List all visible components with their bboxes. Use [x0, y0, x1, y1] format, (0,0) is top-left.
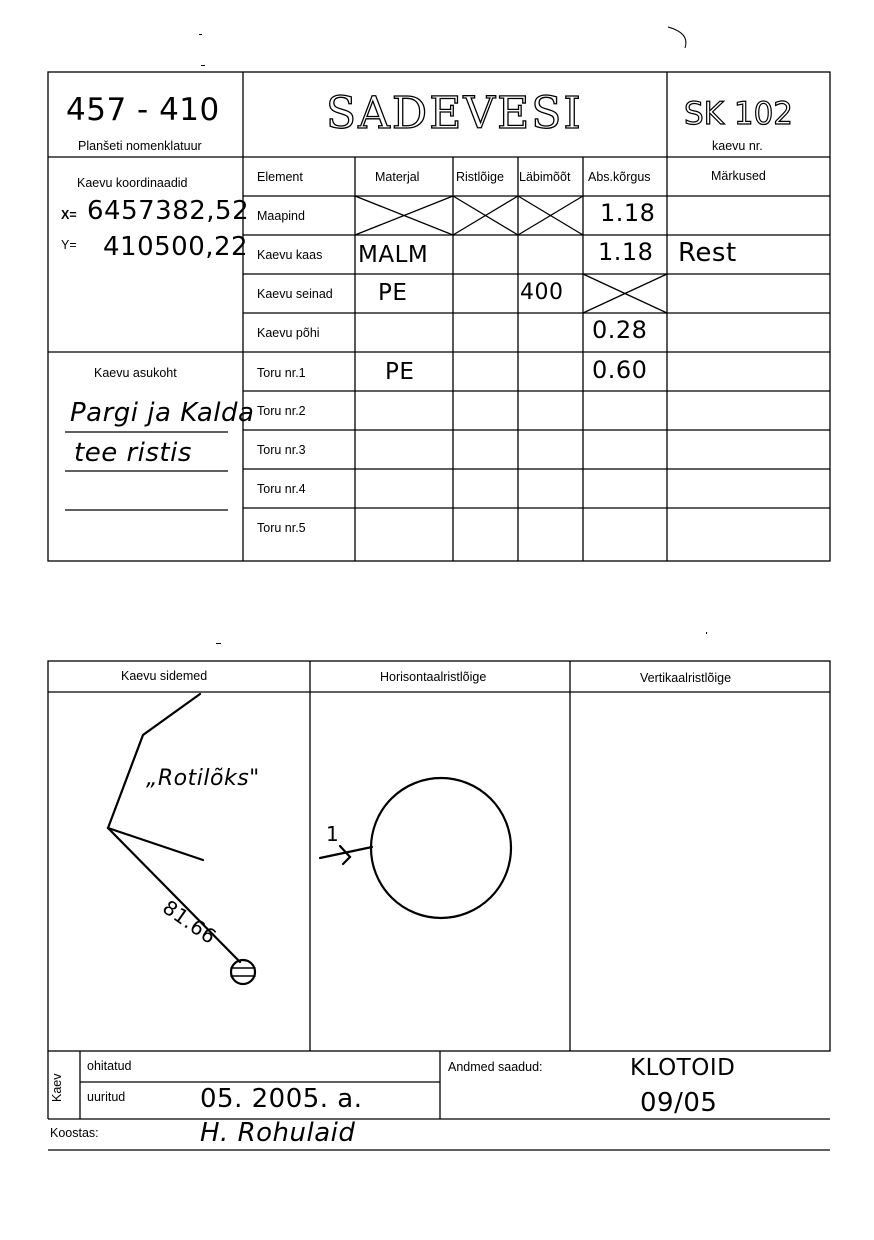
connections-sketch — [108, 694, 255, 984]
location-line-1: Pargi ja Kalda — [70, 398, 255, 428]
row-element: Kaevu seinad — [257, 287, 333, 301]
cell-diameter: 400 — [520, 280, 564, 305]
vertical-section-heading: Vertikaalristlõige — [640, 671, 732, 685]
data-received-date: 09/05 — [640, 1088, 718, 1118]
location-heading: Kaevu asukoht — [94, 366, 177, 380]
cell-notes: Rest — [678, 238, 737, 268]
row-element: Kaevu põhi — [257, 326, 320, 340]
sheet-nomenclature-value: 457 - 410 — [66, 92, 220, 128]
row-element: Kaevu kaas — [257, 248, 323, 262]
connections-distance: 81.66 — [158, 895, 221, 949]
examined-value: 05. 2005. a. — [200, 1084, 363, 1114]
compiled-by-label: Koostas: — [50, 1126, 99, 1140]
col-header-cross-section: Ristlõige — [456, 170, 504, 184]
row-element: Toru nr.2 — [257, 404, 306, 418]
row-element: Toru nr.1 — [257, 366, 306, 380]
examined-label: uuritud — [87, 1090, 126, 1104]
connections-heading: Kaevu sidemed — [121, 669, 208, 683]
cell-abs-height: 1.18 — [600, 199, 656, 227]
data-received-value: KLOTOID — [630, 1055, 736, 1081]
coordinates-heading: Kaevu koordinaadid — [77, 176, 188, 190]
well-label: Kaev — [50, 1073, 64, 1102]
x-label: X= — [61, 208, 77, 222]
pipe-number: 1 — [326, 822, 340, 846]
x-value: 6457382,52 — [87, 196, 250, 226]
row-element: Maapind — [257, 209, 305, 223]
compiled-by-value: H. Rohulaid — [200, 1118, 356, 1148]
well-number-value: SK 102 — [684, 96, 794, 132]
cell-abs-height: 0.28 — [592, 316, 648, 344]
horizontal-section-heading: Horisontaalristlõige — [380, 670, 487, 684]
cell-material: PE — [385, 359, 415, 385]
data-received-label: Andmed saadud: — [448, 1060, 543, 1074]
col-header-notes: Märkused — [711, 169, 766, 183]
col-header-abs-height: Abs.kõrgus — [588, 170, 651, 184]
cell-material: PE — [378, 280, 408, 306]
page-title: SADEVESI — [326, 88, 583, 139]
surveyed-label: ohitatud — [87, 1059, 132, 1073]
row-element: Toru nr.3 — [257, 443, 306, 457]
sheet-nomenclature-label: Planšeti nomenklatuur — [78, 139, 202, 153]
cell-abs-height: 0.60 — [592, 356, 648, 384]
row-element: Toru nr.5 — [257, 521, 306, 535]
horizontal-section-sketch — [320, 778, 511, 918]
y-value: 410500,22 — [103, 232, 249, 262]
row-element: Toru nr.4 — [257, 482, 306, 496]
connections-note: „Rotilõks" — [146, 766, 260, 791]
col-header-material: Materjal — [375, 170, 420, 184]
col-header-element: Element — [257, 170, 303, 184]
col-header-diameter: Läbimõõt — [519, 170, 571, 184]
location-line-2: tee ristis — [74, 438, 192, 468]
y-label: Y= — [61, 238, 77, 252]
cell-abs-height: 1.18 — [598, 238, 654, 266]
well-number-label: kaevu nr. — [712, 139, 763, 153]
cell-material: MALM — [358, 242, 429, 268]
